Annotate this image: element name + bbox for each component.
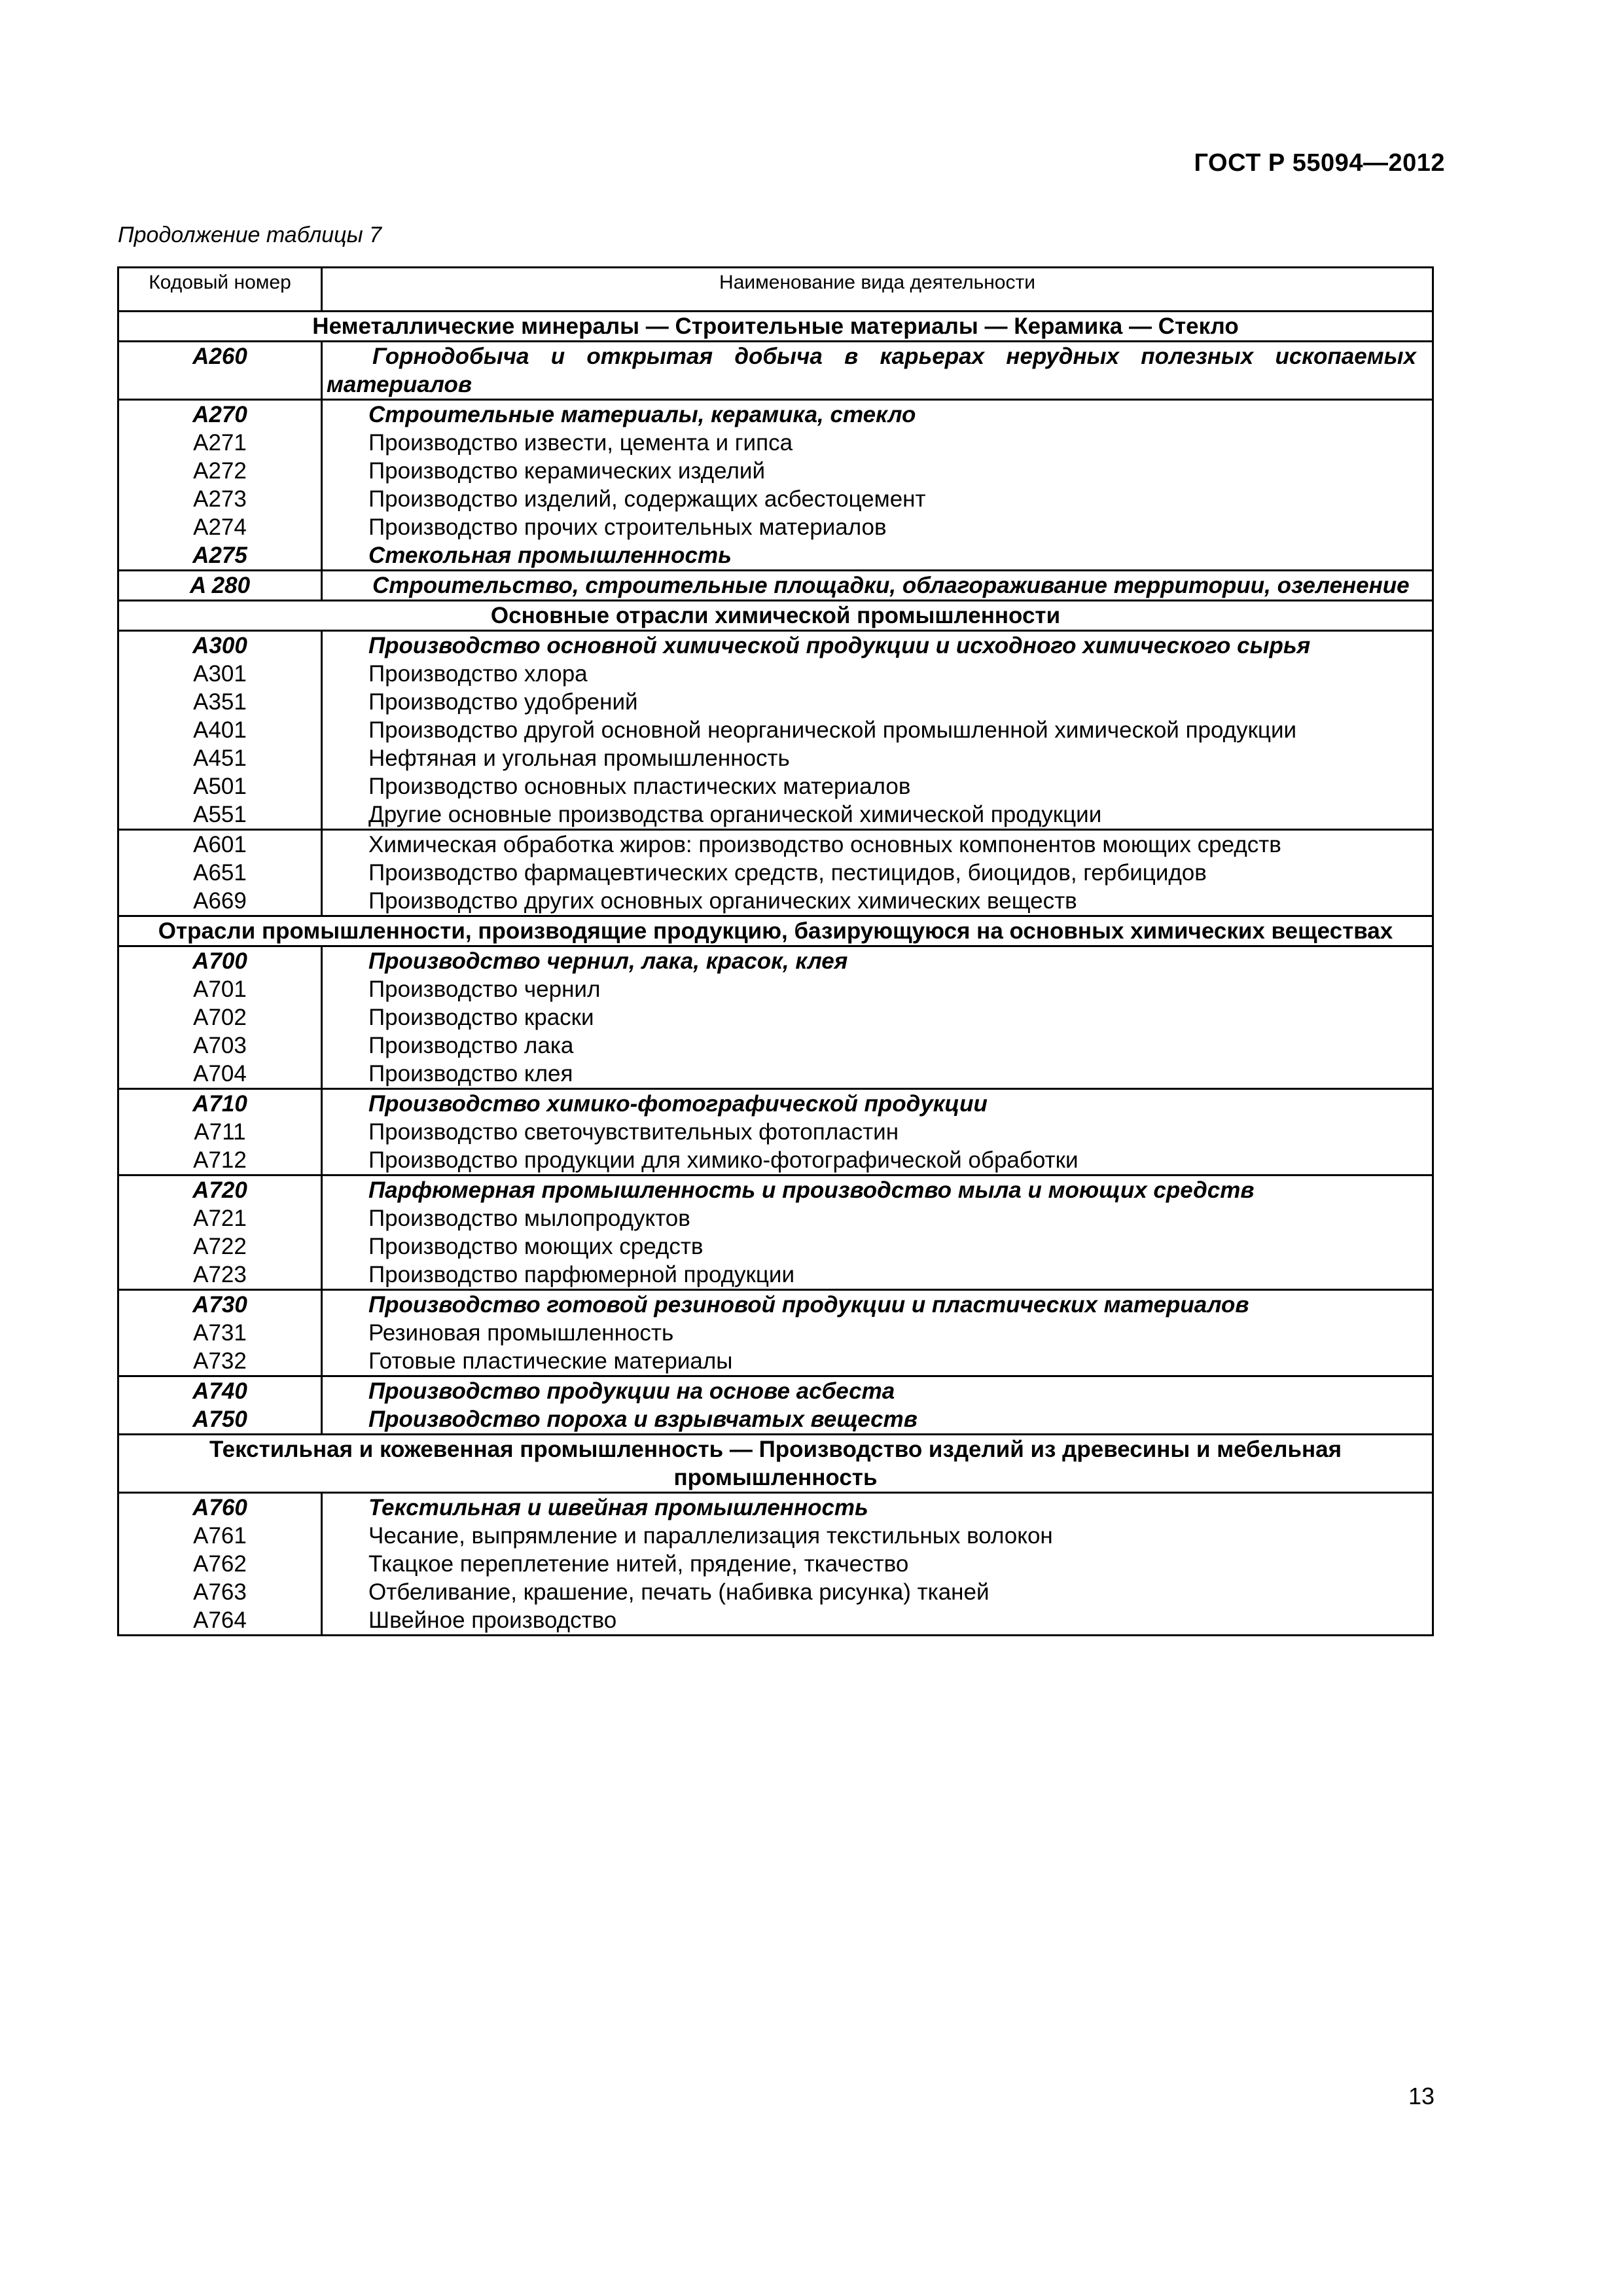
activity-name: Производство продукции на основе асбеста [368,1378,895,1404]
code-cell [118,946,322,1089]
section-heading-row [118,1435,1433,1493]
activity-name: Производство другой основной неорганической промышленной химической продукции [368,717,1297,743]
activity-code: A720 [192,1177,247,1203]
activity-code: A270 [192,402,247,427]
activity-code: A730 [192,1292,247,1318]
activity-name: Производство основной химической продукции и исходного химического сырья [368,633,1311,658]
section-heading-row [118,601,1433,631]
activity-code: A760 [192,1495,247,1520]
activity-name: Производство изделий, содержащих асбестоцемент [368,486,926,512]
activity-name: Производство хлора [368,661,588,687]
table-row-group [118,830,1433,916]
document-code: ГОСТ Р 55094—2012 [1194,149,1445,177]
activity-name: Производство других основных органических химических веществ [368,888,1077,914]
activity-name: Производство продукции для химико-фотографической обработки [368,1147,1079,1173]
activity-code: A551 [193,802,247,827]
name-cell [322,571,1433,601]
activity-code: A272 [193,458,247,484]
activity-name: Производство краски [368,1005,594,1030]
name-cell [322,1290,1433,1376]
section-heading-row [118,312,1433,342]
activity-name: Производство пороха и взрывчатых веществ [368,1407,918,1432]
activity-name: Производство мылопродуктов [368,1206,690,1231]
code-cell [118,342,322,400]
activity-code: A451 [193,745,247,771]
activity-name: Чесание, выпрямление и параллелизация текстильных волокон [368,1523,1053,1549]
activity-code: A723 [193,1262,247,1287]
activity-name: Производство чернил, лака, красок, клея [368,948,848,974]
table-row-group [118,631,1433,830]
table-header-row [118,268,1433,312]
activity-code: A351 [193,689,247,715]
activity-name: Готовые пластические материалы [368,1348,733,1374]
activity-name: Нефтяная и угольная промышленность [368,745,790,771]
activity-code: A300 [192,633,247,658]
activity-code: A731 [193,1320,247,1346]
activity-name: Производство фармацевтических средств, пестицидов, биоцидов, гербицидов [368,860,1207,886]
activity-code: A274 [193,514,247,540]
activity-name: Производство клея [368,1061,573,1086]
activity-code: A275 [192,543,247,568]
name-cell [322,1493,1433,1636]
table-row-group [118,342,1433,400]
name-cell [322,1089,1433,1175]
activity-code: A750 [192,1407,247,1432]
activity-name: Строительные материалы, керамика, стекло [368,402,916,427]
activity-name: Химическая обработка жиров: производство основных компонентов моющих средств [368,832,1281,857]
activity-code: A669 [193,888,247,914]
activity-code: A703 [193,1033,247,1058]
activity-name: Производство основных пластических материалов [368,774,911,799]
table-row-group [118,1089,1433,1175]
activity-name: Производство чернил [368,977,601,1002]
column-header-code: Кодовый номер [118,268,322,312]
activity-code: A702 [193,1005,247,1030]
activity-code: A651 [193,860,247,886]
code-cell [118,1493,322,1636]
activity-name: Производство извести, цемента и гипса [368,430,793,456]
activity-code: A704 [193,1061,247,1086]
activity-name: Другие основные производства органической химической продукции [368,802,1102,827]
section-heading: Текстильная и кожевенная промышленность — Производство изделий из древесины и мебельная промышленность [118,1435,1433,1493]
activity-name: Производство моющих средств [368,1234,704,1259]
activity-name: Стекольная промышленность [368,543,732,568]
table-caption: Продолжение таблицы 7 [118,223,382,247]
table-row-group [118,1290,1433,1376]
section-heading: Отрасли промышленности, производящие продукцию, базирующуюся на основных химических веществах [118,916,1433,946]
code-cell [118,631,322,830]
table-row-group [118,946,1433,1089]
name-cell [322,1175,1433,1290]
name-cell [322,1376,1433,1435]
activity-name: Производство готовой резиновой продукции и пластических материалов [368,1292,1249,1318]
activity-code: A732 [193,1348,247,1374]
activity-code: A761 [193,1523,247,1549]
activity-name: Производство химико-фотографической продукции [368,1091,988,1117]
activity-name: Производство светочувствительных фотопластин [368,1119,899,1145]
activity-name: Строительство, строительные площадки, облагораживание территории, озеленение [372,573,1410,598]
section-heading: Основные отрасли химической промышленности [118,601,1433,631]
code-cell [118,400,322,571]
activity-name: Горнодобыча и открытая добыча в карьерах нерудных полезных ископаемых материалов [327,344,1416,397]
code-cell [118,1089,322,1175]
activity-code: A601 [193,832,247,857]
name-cell [322,631,1433,830]
activity-name: Отбеливание, крашение, печать (набивка рисунка) тканей [368,1579,990,1605]
activity-code: A700 [192,948,247,974]
code-cell [118,571,322,601]
activity-table [117,266,1434,1636]
code-cell [118,1290,322,1376]
code-cell [118,1376,322,1435]
activity-name: Текстильная и швейная промышленность [368,1495,868,1520]
activity-code: A701 [193,977,247,1002]
activity-name: Парфюмерная промышленность и производство мыла и моющих средств [368,1177,1255,1203]
activity-name: Производство удобрений [368,689,638,715]
name-cell [322,946,1433,1089]
activity-code: A712 [193,1147,247,1173]
section-heading-row [118,916,1433,946]
activity-code: A401 [193,717,247,743]
activity-code: A301 [193,661,247,687]
code-cell [118,830,322,916]
activity-code: A762 [193,1551,247,1577]
activity-code: A711 [194,1119,246,1145]
activity-name: Производство лака [368,1033,574,1058]
activity-name: Швейное производство [368,1607,617,1633]
table-row-group [118,571,1433,601]
activity-name: Ткацкое переплетение нитей, прядение, ткачество [368,1551,909,1577]
activity-code: A271 [193,430,247,456]
activity-name: Производство парфюмерной продукции [368,1262,795,1287]
activity-name: Производство керамических изделий [368,458,766,484]
table-row-group [118,1376,1433,1435]
table-row-group [118,1175,1433,1290]
column-header-name: Наименование вида деятельности [322,268,1433,312]
activity-code: A764 [193,1607,247,1633]
table-row-group [118,1493,1433,1636]
name-cell [322,342,1433,400]
activity-code: A 280 [189,573,251,598]
name-cell [322,830,1433,916]
activity-code: A260 [192,344,247,369]
table-row-group [118,400,1433,571]
activity-code: A273 [193,486,247,512]
activity-code: A501 [193,774,247,799]
code-cell [118,1175,322,1290]
activity-code: A763 [193,1579,247,1605]
activity-name: Резиновая промышленность [368,1320,674,1346]
section-heading: Неметаллические минералы — Строительные материалы — Керамика — Стекло [118,312,1433,342]
name-cell [322,400,1433,571]
activity-code: A740 [192,1378,247,1404]
activity-code: A722 [193,1234,247,1259]
activity-name: Производство прочих строительных материалов [368,514,887,540]
activity-code: A710 [192,1091,247,1117]
page-number: 13 [1408,2083,1435,2109]
activity-code: A721 [193,1206,247,1231]
